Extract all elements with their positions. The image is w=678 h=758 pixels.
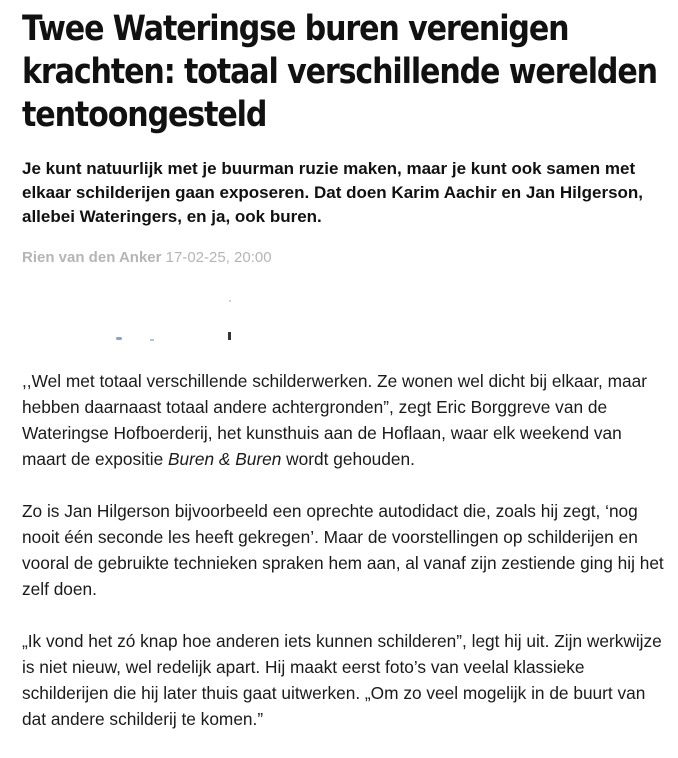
article-paragraph: Zo is Jan Hilgerson bijvoorbeeld een oprechte autodidact die, zoals hij zegt, ‘nog nooit één seconde les heeft gekregen’. Maar de voorstellingen op schilderijen en vooral de gebruikte technieken spraken hem aan, al vanaf zijn zestiende ging hij het zelf doen. [22,501,664,599]
article-timestamp: 17-02-25, 20:00 [165,249,272,266]
article-byline [22,249,272,267]
article-body [22,368,667,758]
paragraph-text: ,,Wel met totaal verschillende schilderwerken. Ze wonen wel dicht bij elkaar, maar hebben daarnaast totaal andere achtergronden”, zegt Eric Borggreve van de Wateringse Hofboerderij, het kunsthuis aan de Hoflaan, waar elk weekend van maart de expositie [22,371,647,469]
image-fragment [229,300,231,302]
paragraph-text: wordt gehouden. [281,449,415,469]
article-author[interactable]: Rien van den Anker [22,249,162,266]
image-fragment [228,332,231,340]
image-fragment [150,339,154,341]
article-intro: Je kunt natuurlijk met je buurman ruzie maken, maar je kunt ook samen met elkaar schilderijen gaan exposeren. Dat doen Karim Aachir en Jan Hilgerson, allebei Wateringers, en ja, ook buren. [22,159,644,226]
article-image-placeholder [22,300,262,342]
exhibition-title: Buren & Buren [168,449,282,469]
article-paragraph [22,368,667,472]
article-paragraph: „Ik vond het zó knap hoe anderen iets kunnen schilderen”, legt hij uit. Zijn werkwijze is niet nieuw, wel redelijk apart. Hij maakt eerst foto’s van veelal klassieke schilderijen die hij later thuis gaat uitwerken. „Om zo veel mogelijk in de buurt van dat andere schilderij te komen.” [22,631,662,729]
image-fragment [116,337,122,340]
news-article [22,0,664,729]
article-headline: Twee Wateringse buren verenigen krachten: totaal verschillende werelden tentoongesteld [22,9,657,135]
